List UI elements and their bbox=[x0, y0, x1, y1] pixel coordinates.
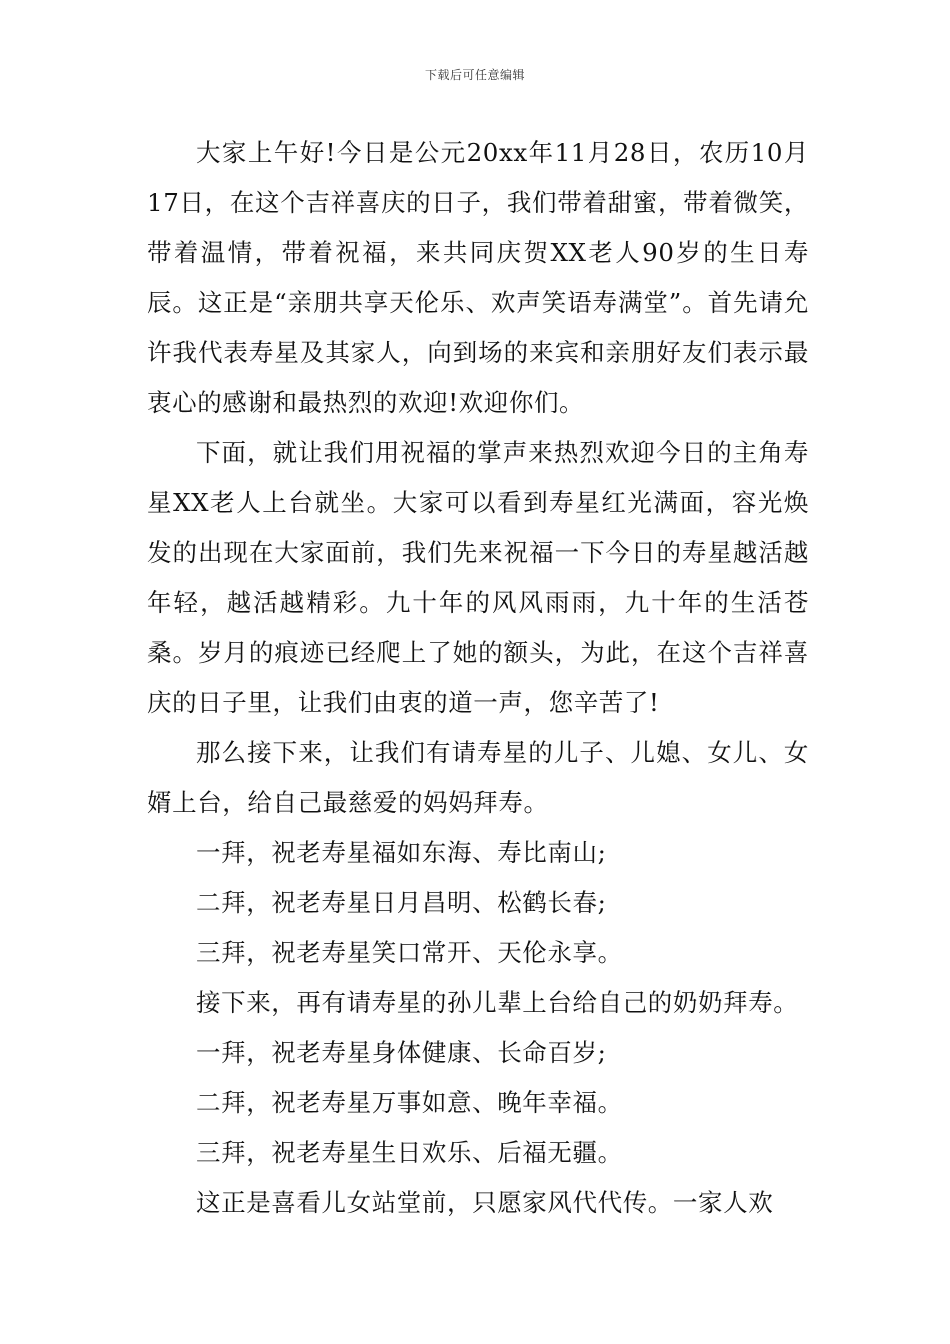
blessing-line: 一拜，祝老寿星身体健康、长命百岁; bbox=[196, 1038, 607, 1067]
paragraph-grandchildren-bow: 接下来，再有请寿星的孙儿辈上台给自己的奶奶拜寿。 bbox=[196, 988, 799, 1017]
blessing-line: 二拜，祝老寿星日月昌明、松鹤长春; bbox=[196, 888, 607, 917]
paragraph-opening: 大家上午好!今日是公元20xx年11月28日，农历10月17日，在这个吉祥喜庆的日子，我们带着甜蜜，带着微笑，带着温情，带着祝福，来共同庆贺XX老人90岁的生日寿辰。这正是“亲朋共享天伦乐、欢声笑语寿满堂”。首先请允许我代表寿星及其家人，向到场的来宾和亲朋好友们表示最衷心的感谢和最热烈的欢迎!欢迎你们。 bbox=[147, 138, 809, 417]
document-body bbox=[147, 128, 809, 1228]
paragraph-welcome-elder: 下面，就让我们用祝福的掌声来热烈欢迎今日的主角寿星XX老人上台就坐。大家可以看到寿星红光满面，容光焕发的出现在大家面前，我们先来祝福一下今日的寿星越活越年轻，越活越精彩。九十年的风风雨雨，九十年的生活苍桑。岁月的痕迹已经爬上了她的额头，为此，在这个吉祥喜庆的日子里，让我们由衷的道一声，您辛苦了! bbox=[147, 438, 809, 717]
blessing-line: 三拜，祝老寿星生日欢乐、后福无疆。 bbox=[196, 1138, 623, 1167]
page-header: 下载后可任意编辑 bbox=[424, 68, 525, 82]
blessing-line: 一拜，祝老寿星福如东海、寿比南山; bbox=[196, 838, 607, 867]
paragraph-closing: 这正是喜看儿女站堂前，只愿家风代代传。一家人欢 bbox=[196, 1188, 774, 1217]
blessing-line: 三拜，祝老寿星笑口常开、天伦永享。 bbox=[196, 938, 623, 967]
blessing-line: 二拜，祝老寿星万事如意、晚年幸福。 bbox=[196, 1088, 623, 1117]
paragraph-children-bow: 那么接下来，让我们有请寿星的儿子、儿媳、女儿、女婿上台，给自己最慈爱的妈妈拜寿。 bbox=[147, 738, 809, 817]
